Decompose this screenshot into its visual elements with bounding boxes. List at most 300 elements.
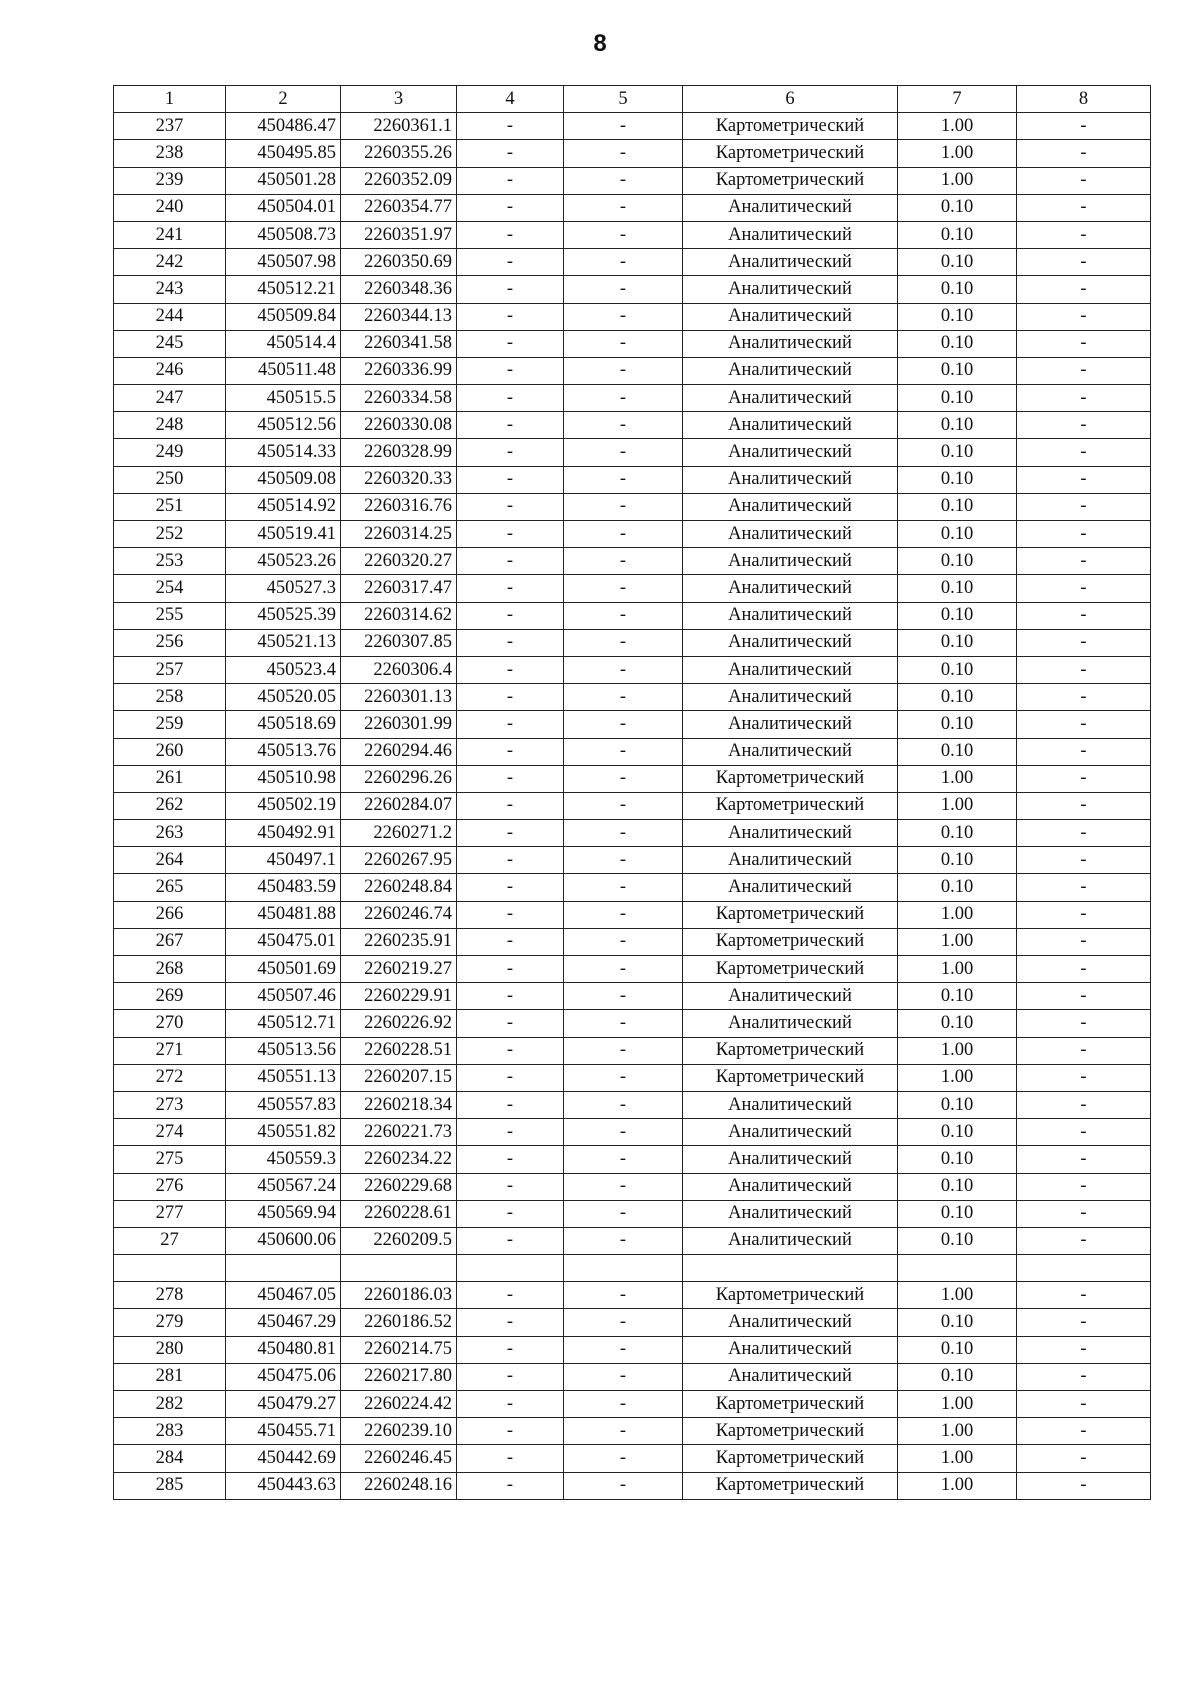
column-4-cell: - (457, 1418, 564, 1445)
column-4-cell: - (457, 466, 564, 493)
point-number-cell: 263 (114, 820, 226, 847)
point-number-cell: 252 (114, 521, 226, 548)
method-cell: Аналитический (683, 493, 898, 520)
column-header: 1 (114, 86, 226, 113)
column-4-cell: - (457, 221, 564, 248)
x-coordinate-cell: 450512.56 (226, 412, 341, 439)
method-cell: Аналитический (683, 194, 898, 221)
column-5-cell: - (564, 684, 683, 711)
column-8-cell: - (1017, 276, 1151, 303)
table-row (114, 629, 1151, 656)
column-8-cell: - (1017, 1445, 1151, 1472)
column-4-cell: - (457, 113, 564, 140)
table-row (114, 303, 1151, 330)
method-cell (683, 1255, 898, 1282)
accuracy-cell: 0.10 (898, 330, 1017, 357)
column-5-cell: - (564, 1064, 683, 1091)
accuracy-cell: 1.00 (898, 792, 1017, 819)
x-coordinate-cell: 450514.33 (226, 439, 341, 466)
column-5-cell: - (564, 466, 683, 493)
x-coordinate-cell: 450479.27 (226, 1391, 341, 1418)
column-4-cell: - (457, 928, 564, 955)
table-row (114, 1336, 1151, 1363)
column-4-cell: - (457, 412, 564, 439)
table-row (114, 330, 1151, 357)
column-8-cell: - (1017, 194, 1151, 221)
x-coordinate-cell: 450480.81 (226, 1336, 341, 1363)
y-coordinate-cell: 2260320.33 (341, 466, 457, 493)
column-5-cell: - (564, 113, 683, 140)
y-coordinate-cell: 2260341.58 (341, 330, 457, 357)
column-8-cell: - (1017, 901, 1151, 928)
column-8-cell: - (1017, 1282, 1151, 1309)
accuracy-cell: 0.10 (898, 194, 1017, 221)
column-8-cell: - (1017, 113, 1151, 140)
y-coordinate-cell: 2260246.74 (341, 901, 457, 928)
method-cell: Аналитический (683, 983, 898, 1010)
table-row (114, 1418, 1151, 1445)
column-4-cell: - (457, 901, 564, 928)
method-cell: Аналитический (683, 1146, 898, 1173)
point-number-cell: 27 (114, 1227, 226, 1254)
table-row (114, 1255, 1151, 1282)
column-8-cell: - (1017, 221, 1151, 248)
column-5-cell: - (564, 1200, 683, 1227)
table-row (114, 874, 1151, 901)
accuracy-cell: 1.00 (898, 765, 1017, 792)
column-8-cell: - (1017, 1472, 1151, 1499)
y-coordinate-cell: 2260229.91 (341, 983, 457, 1010)
x-coordinate-cell: 450515.5 (226, 385, 341, 412)
column-5-cell: - (564, 1119, 683, 1146)
method-cell: Аналитический (683, 330, 898, 357)
column-5-cell: - (564, 1037, 683, 1064)
accuracy-cell: 0.10 (898, 983, 1017, 1010)
column-4-cell: - (457, 1282, 564, 1309)
x-coordinate-cell: 450520.05 (226, 684, 341, 711)
point-number-cell: 268 (114, 956, 226, 983)
column-8-cell: - (1017, 521, 1151, 548)
table-row (114, 1010, 1151, 1037)
accuracy-cell: 0.10 (898, 820, 1017, 847)
method-cell: Аналитический (683, 1363, 898, 1390)
x-coordinate-cell: 450443.63 (226, 1472, 341, 1499)
column-8-cell: - (1017, 412, 1151, 439)
method-cell: Аналитический (683, 575, 898, 602)
y-coordinate-cell: 2260314.62 (341, 602, 457, 629)
x-coordinate-cell: 450551.13 (226, 1064, 341, 1091)
point-number-cell: 245 (114, 330, 226, 357)
column-4-cell: - (457, 357, 564, 384)
column-8-cell: - (1017, 1010, 1151, 1037)
accuracy-cell: 1.00 (898, 1418, 1017, 1445)
accuracy-cell: 1.00 (898, 1064, 1017, 1091)
method-cell: Аналитический (683, 602, 898, 629)
table-row (114, 548, 1151, 575)
x-coordinate-cell: 450512.21 (226, 276, 341, 303)
column-4-cell: - (457, 493, 564, 520)
column-5-cell: - (564, 820, 683, 847)
accuracy-cell: 0.10 (898, 602, 1017, 629)
column-8-cell: - (1017, 602, 1151, 629)
x-coordinate-cell: 450527.3 (226, 575, 341, 602)
column-8-cell: - (1017, 820, 1151, 847)
method-cell: Картометрический (683, 928, 898, 955)
table-row (114, 983, 1151, 1010)
column-4-cell: - (457, 1091, 564, 1118)
y-coordinate-cell: 2260284.07 (341, 792, 457, 819)
point-number-cell: 240 (114, 194, 226, 221)
column-4-cell: - (457, 956, 564, 983)
method-cell: Аналитический (683, 874, 898, 901)
column-5-cell: - (564, 521, 683, 548)
point-number-cell: 247 (114, 385, 226, 412)
column-4-cell: - (457, 167, 564, 194)
column-4-cell: - (457, 249, 564, 276)
method-cell: Картометрический (683, 1391, 898, 1418)
x-coordinate-cell: 450510.98 (226, 765, 341, 792)
method-cell: Аналитический (683, 1010, 898, 1037)
table-row (114, 1227, 1151, 1254)
method-cell: Картометрический (683, 956, 898, 983)
column-4-cell: - (457, 1010, 564, 1037)
column-5-cell: - (564, 303, 683, 330)
method-cell: Аналитический (683, 221, 898, 248)
column-5-cell: - (564, 711, 683, 738)
column-8-cell: - (1017, 1037, 1151, 1064)
method-cell: Картометрический (683, 1064, 898, 1091)
x-coordinate-cell: 450518.69 (226, 711, 341, 738)
y-coordinate-cell: 2260186.03 (341, 1282, 457, 1309)
y-coordinate-cell: 2260316.76 (341, 493, 457, 520)
column-4-cell: - (457, 684, 564, 711)
column-4-cell: - (457, 1309, 564, 1336)
y-coordinate-cell: 2260317.47 (341, 575, 457, 602)
method-cell: Аналитический (683, 738, 898, 765)
point-number-cell: 281 (114, 1363, 226, 1390)
point-number-cell: 285 (114, 1472, 226, 1499)
x-coordinate-cell: 450507.98 (226, 249, 341, 276)
column-5-cell: - (564, 1363, 683, 1390)
column-8-cell: - (1017, 629, 1151, 656)
column-4-cell: - (457, 140, 564, 167)
accuracy-cell: 1.00 (898, 167, 1017, 194)
x-coordinate-cell: 450513.76 (226, 738, 341, 765)
accuracy-cell: 1.00 (898, 1391, 1017, 1418)
table-row (114, 276, 1151, 303)
table-row (114, 1445, 1151, 1472)
x-coordinate-cell: 450512.71 (226, 1010, 341, 1037)
column-8-cell (1017, 1255, 1151, 1282)
column-8-cell: - (1017, 385, 1151, 412)
accuracy-cell: 0.10 (898, 439, 1017, 466)
point-number-cell: 244 (114, 303, 226, 330)
x-coordinate-cell: 450467.29 (226, 1309, 341, 1336)
column-header: 8 (1017, 86, 1151, 113)
column-8-cell: - (1017, 928, 1151, 955)
y-coordinate-cell: 2260267.95 (341, 847, 457, 874)
column-5-cell: - (564, 847, 683, 874)
accuracy-cell: 0.10 (898, 874, 1017, 901)
point-number-cell: 249 (114, 439, 226, 466)
table-row (114, 956, 1151, 983)
method-cell: Картометрический (683, 765, 898, 792)
column-8-cell: - (1017, 330, 1151, 357)
accuracy-cell (898, 1255, 1017, 1282)
table-row (114, 1200, 1151, 1227)
table-row (114, 357, 1151, 384)
table-row (114, 493, 1151, 520)
point-number-cell: 262 (114, 792, 226, 819)
column-5-cell: - (564, 1227, 683, 1254)
y-coordinate-cell: 2260355.26 (341, 140, 457, 167)
column-4-cell: - (457, 602, 564, 629)
column-8-cell: - (1017, 1200, 1151, 1227)
column-4-cell: - (457, 792, 564, 819)
table-row (114, 575, 1151, 602)
method-cell: Аналитический (683, 249, 898, 276)
method-cell: Аналитический (683, 1119, 898, 1146)
page-number: 8 (593, 30, 607, 57)
column-8-cell: - (1017, 1336, 1151, 1363)
column-8-cell: - (1017, 1363, 1151, 1390)
point-number-cell: 255 (114, 602, 226, 629)
column-4-cell: - (457, 1391, 564, 1418)
x-coordinate-cell: 450519.41 (226, 521, 341, 548)
accuracy-cell: 0.10 (898, 548, 1017, 575)
y-coordinate-cell: 2260351.97 (341, 221, 457, 248)
method-cell: Аналитический (683, 1200, 898, 1227)
column-4-cell: - (457, 276, 564, 303)
y-coordinate-cell: 2260307.85 (341, 629, 457, 656)
column-8-cell: - (1017, 684, 1151, 711)
x-coordinate-cell: 450475.06 (226, 1363, 341, 1390)
point-number-cell: 280 (114, 1336, 226, 1363)
method-cell: Картометрический (683, 167, 898, 194)
accuracy-cell: 0.10 (898, 357, 1017, 384)
x-coordinate-cell: 450569.94 (226, 1200, 341, 1227)
table-row (114, 847, 1151, 874)
column-5-cell: - (564, 1091, 683, 1118)
point-number-cell: 283 (114, 1418, 226, 1445)
table-row (114, 1282, 1151, 1309)
y-coordinate-cell: 2260226.92 (341, 1010, 457, 1037)
x-coordinate-cell: 450504.01 (226, 194, 341, 221)
x-coordinate-cell: 450442.69 (226, 1445, 341, 1472)
column-8-cell: - (1017, 303, 1151, 330)
point-number-cell: 267 (114, 928, 226, 955)
x-coordinate-cell: 450600.06 (226, 1227, 341, 1254)
column-8-cell: - (1017, 575, 1151, 602)
accuracy-cell: 0.10 (898, 303, 1017, 330)
y-coordinate-cell: 2260248.16 (341, 1472, 457, 1499)
column-4-cell: - (457, 1119, 564, 1146)
column-4-cell: - (457, 1445, 564, 1472)
point-number-cell: 271 (114, 1037, 226, 1064)
method-cell: Картометрический (683, 1445, 898, 1472)
method-cell: Аналитический (683, 1309, 898, 1336)
table-row (114, 928, 1151, 955)
column-8-cell: - (1017, 792, 1151, 819)
column-8-cell: - (1017, 1309, 1151, 1336)
accuracy-cell: 0.10 (898, 1146, 1017, 1173)
column-4-cell: - (457, 303, 564, 330)
column-4-cell: - (457, 1200, 564, 1227)
header-row (114, 86, 1151, 113)
point-number-cell: 276 (114, 1173, 226, 1200)
column-8-cell: - (1017, 956, 1151, 983)
y-coordinate-cell: 2260228.51 (341, 1037, 457, 1064)
coordinates-table (113, 85, 1151, 1500)
point-number-cell: 260 (114, 738, 226, 765)
column-5-cell (564, 1255, 683, 1282)
table-row (114, 194, 1151, 221)
column-5-cell: - (564, 1010, 683, 1037)
x-coordinate-cell: 450567.24 (226, 1173, 341, 1200)
x-coordinate-cell: 450511.48 (226, 357, 341, 384)
column-8-cell: - (1017, 874, 1151, 901)
x-coordinate-cell: 450501.69 (226, 956, 341, 983)
column-8-cell: - (1017, 983, 1151, 1010)
x-coordinate-cell: 450502.19 (226, 792, 341, 819)
column-header: 4 (457, 86, 564, 113)
x-coordinate-cell: 450557.83 (226, 1091, 341, 1118)
table-row (114, 113, 1151, 140)
accuracy-cell: 1.00 (898, 901, 1017, 928)
column-8-cell: - (1017, 1418, 1151, 1445)
column-4-cell: - (457, 1363, 564, 1390)
column-5-cell: - (564, 439, 683, 466)
accuracy-cell: 0.10 (898, 1200, 1017, 1227)
accuracy-cell: 0.10 (898, 521, 1017, 548)
point-number-cell: 279 (114, 1309, 226, 1336)
x-coordinate-cell: 450559.3 (226, 1146, 341, 1173)
column-8-cell: - (1017, 847, 1151, 874)
column-header: 2 (226, 86, 341, 113)
point-number-cell: 238 (114, 140, 226, 167)
y-coordinate-cell: 2260248.84 (341, 874, 457, 901)
method-cell: Аналитический (683, 1336, 898, 1363)
column-5-cell: - (564, 874, 683, 901)
column-5-cell: - (564, 330, 683, 357)
table-row (114, 1472, 1151, 1499)
column-4-cell: - (457, 1227, 564, 1254)
y-coordinate-cell: 2260330.08 (341, 412, 457, 439)
method-cell: Картометрический (683, 1418, 898, 1445)
point-number-cell: 261 (114, 765, 226, 792)
point-number-cell: 257 (114, 656, 226, 683)
y-coordinate-cell: 2260354.77 (341, 194, 457, 221)
column-4-cell: - (457, 1146, 564, 1173)
column-5-cell: - (564, 249, 683, 276)
point-number-cell: 272 (114, 1064, 226, 1091)
x-coordinate-cell: 450486.47 (226, 113, 341, 140)
column-8-cell: - (1017, 1227, 1151, 1254)
column-5-cell: - (564, 194, 683, 221)
accuracy-cell: 0.10 (898, 1010, 1017, 1037)
y-coordinate-cell (341, 1255, 457, 1282)
x-coordinate-cell: 450507.46 (226, 983, 341, 1010)
accuracy-cell: 0.10 (898, 1173, 1017, 1200)
column-4-cell: - (457, 1173, 564, 1200)
table-row (114, 1091, 1151, 1118)
table-row (114, 140, 1151, 167)
accuracy-cell: 1.00 (898, 928, 1017, 955)
column-5-cell: - (564, 928, 683, 955)
method-cell: Картометрический (683, 1037, 898, 1064)
point-number-cell: 241 (114, 221, 226, 248)
x-coordinate-cell: 450492.91 (226, 820, 341, 847)
accuracy-cell: 1.00 (898, 113, 1017, 140)
table-row (114, 1119, 1151, 1146)
column-4-cell: - (457, 711, 564, 738)
table-row (114, 1391, 1151, 1418)
x-coordinate-cell: 450509.84 (226, 303, 341, 330)
y-coordinate-cell: 2260207.15 (341, 1064, 457, 1091)
y-coordinate-cell: 2260229.68 (341, 1173, 457, 1200)
accuracy-cell: 1.00 (898, 1037, 1017, 1064)
column-4-cell: - (457, 385, 564, 412)
point-number-cell: 265 (114, 874, 226, 901)
column-8-cell: - (1017, 765, 1151, 792)
table-row (114, 221, 1151, 248)
column-8-cell: - (1017, 357, 1151, 384)
accuracy-cell: 0.10 (898, 221, 1017, 248)
x-coordinate-cell: 450483.59 (226, 874, 341, 901)
method-cell: Картометрический (683, 1472, 898, 1499)
column-5-cell: - (564, 412, 683, 439)
column-8-cell: - (1017, 656, 1151, 683)
column-4-cell: - (457, 575, 564, 602)
point-number-cell: 270 (114, 1010, 226, 1037)
point-number-cell: 239 (114, 167, 226, 194)
y-coordinate-cell: 2260314.25 (341, 521, 457, 548)
accuracy-cell: 0.10 (898, 412, 1017, 439)
column-5-cell: - (564, 385, 683, 412)
column-8-cell: - (1017, 493, 1151, 520)
y-coordinate-cell: 2260235.91 (341, 928, 457, 955)
accuracy-cell: 0.10 (898, 1309, 1017, 1336)
point-number-cell: 258 (114, 684, 226, 711)
x-coordinate-cell: 450523.26 (226, 548, 341, 575)
column-header: 3 (341, 86, 457, 113)
table-row (114, 1037, 1151, 1064)
table-row (114, 765, 1151, 792)
point-number-cell: 284 (114, 1445, 226, 1472)
table-row (114, 1309, 1151, 1336)
column-8-cell: - (1017, 1091, 1151, 1118)
y-coordinate-cell: 2260246.45 (341, 1445, 457, 1472)
x-coordinate-cell: 450514.92 (226, 493, 341, 520)
accuracy-cell: 0.10 (898, 1363, 1017, 1390)
column-5-cell: - (564, 1282, 683, 1309)
table-row (114, 466, 1151, 493)
column-4-cell: - (457, 656, 564, 683)
table-row (114, 1363, 1151, 1390)
column-5-cell: - (564, 901, 683, 928)
accuracy-cell: 1.00 (898, 1445, 1017, 1472)
y-coordinate-cell: 2260301.99 (341, 711, 457, 738)
y-coordinate-cell: 2260361.1 (341, 113, 457, 140)
accuracy-cell: 0.10 (898, 249, 1017, 276)
column-4-cell: - (457, 521, 564, 548)
column-5-cell: - (564, 1146, 683, 1173)
point-number-cell: 237 (114, 113, 226, 140)
method-cell: Аналитический (683, 466, 898, 493)
method-cell: Аналитический (683, 521, 898, 548)
column-4-cell: - (457, 439, 564, 466)
table-header (114, 86, 1151, 113)
